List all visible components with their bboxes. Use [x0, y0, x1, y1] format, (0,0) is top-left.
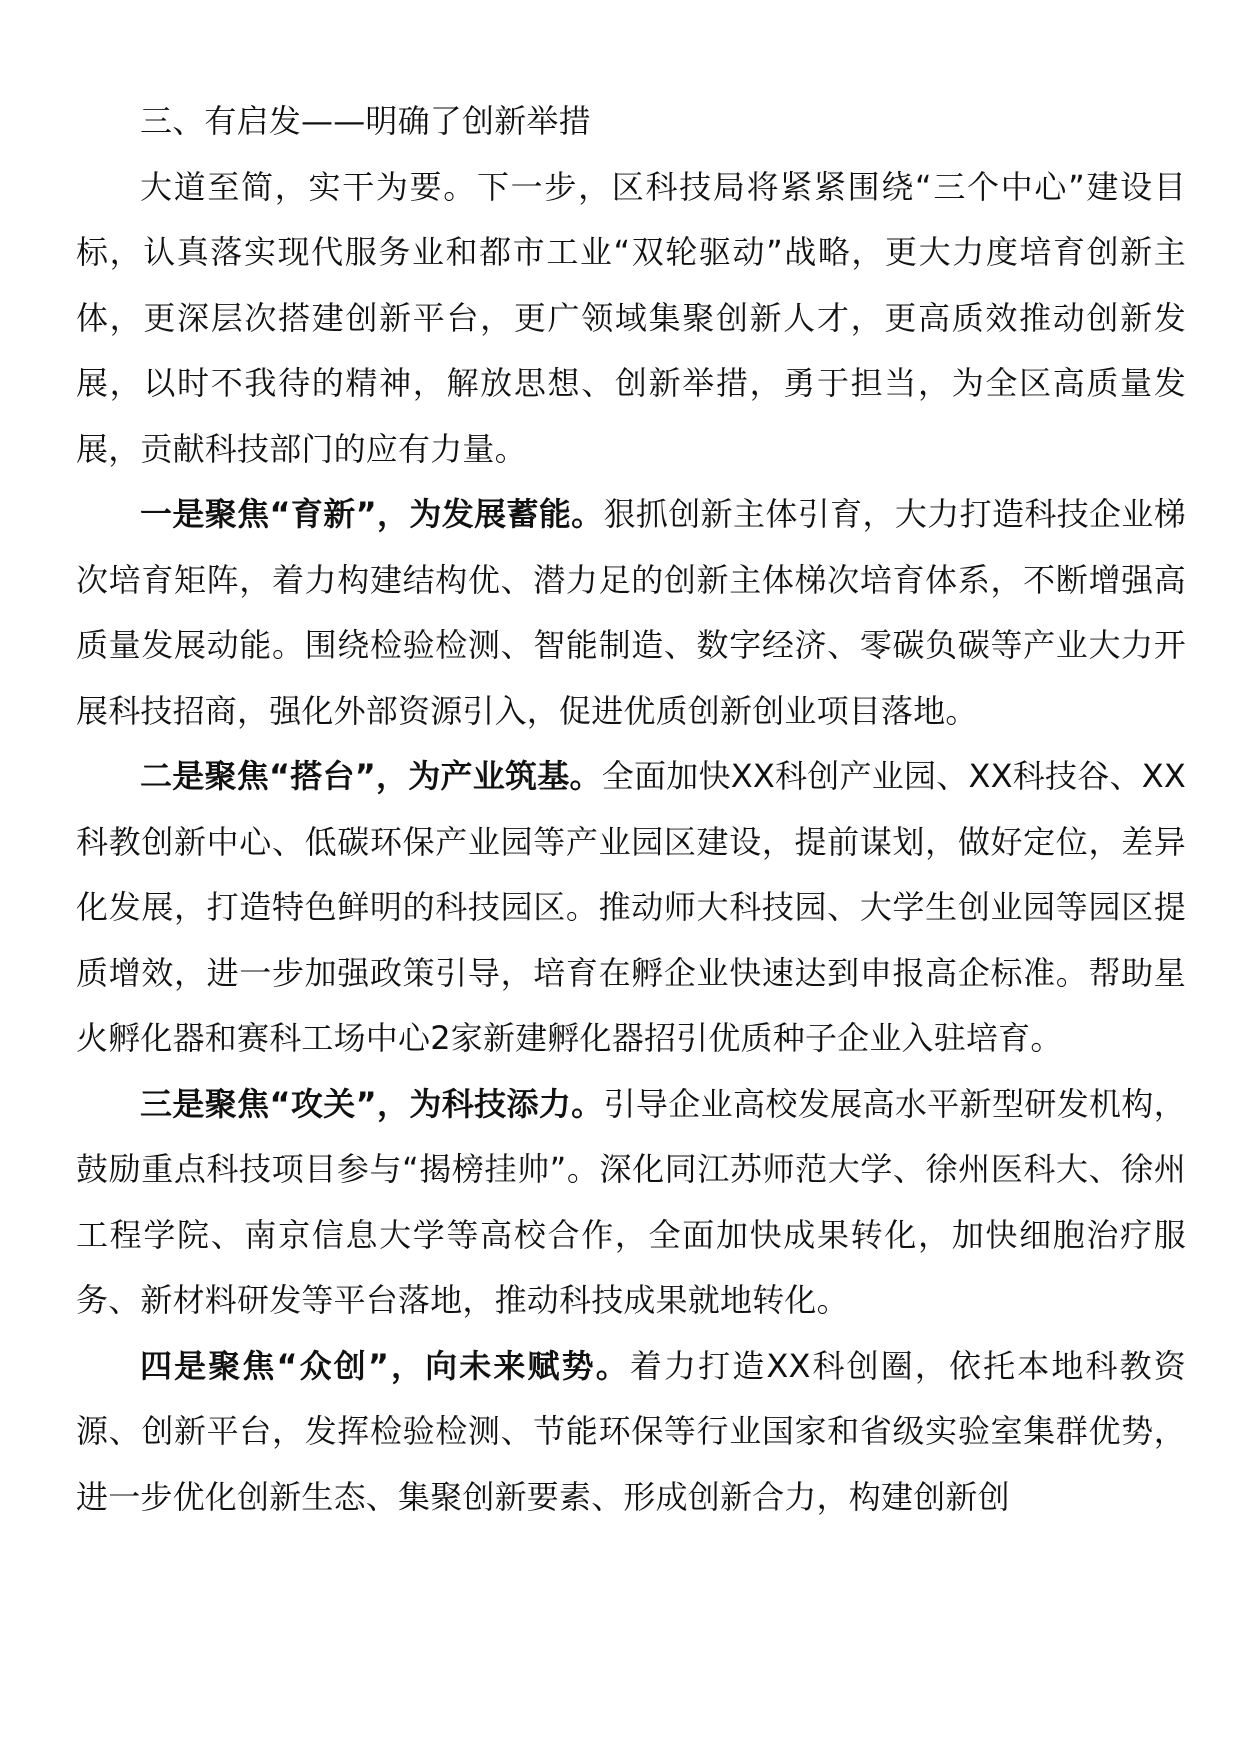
paragraph-body: 引导企业高校发展高水平新型研发机构，鼓励重点科技项目参与“揭榜挂帅”。深化同江苏师范大学、徐州医科大、徐州工程学院、南京信息大学等高校合作，全面加快成果转化，加快细胞治疗服务、新材料研发等平台落地，推动科技成果就地转化。 — [76, 1084, 1186, 1319]
paragraph-yuxin — [76, 482, 1186, 744]
paragraph-lead: 一是聚焦“育新”，为发展蓄能。 — [140, 495, 604, 533]
paragraph-body: 着力打造XX科创圈，依托本地科教资源、创新平台，发挥检验检测、节能环保等行业国家和省级实验室集群优势，进一步优化创新生态、集聚创新要素、形成创新合力，构建创新创 — [76, 1346, 1186, 1516]
paragraph-lead: 四是聚焦“众创”，向未来赋势。 — [140, 1346, 630, 1385]
paragraph-datai — [76, 744, 1186, 1072]
paragraph-gongguan — [76, 1072, 1186, 1334]
document-page — [76, 89, 1186, 1530]
intro-paragraph: 大道至简，实干为要。下一步，区科技局将紧紧围绕“三个中心”建设目标，认真落实现代服务业和都市工业“双轮驱动”战略，更大力度培育创新主体，更深层次搭建创新平台，更广领域集聚创新人才，更高质效推动创新发展，以时不我待的精神，解放思想、创新举措，勇于担当，为全区高质量发展，贡献科技部门的应有力量。 — [76, 167, 1186, 468]
paragraph-lead: 三是聚焦“攻关”，为科技添力。 — [140, 1084, 604, 1123]
paragraph-body: 全面加快XX科创产业园、XX科技谷、XX科教创新中心、低碳环保产业园等产业园区建设，提前谋划，做好定位，差异化发展，打造特色鲜明的科技园区。推动师大科技园、大学生创业园等园区提质增效，进一步加强政策引导，培育在孵企业快速达到申报高企标准。帮助星火孵化器和赛科工场中心2家新建孵化器招引优质种子企业入驻培育。 — [76, 757, 1186, 1057]
paragraph-body: 狠抓创新主体引育，大力打造科技企业梯次培育矩阵，着力构建结构优、潜力足的创新主体梯次培育体系，不断增强高质量发展动能。围绕检验检测、智能制造、数字经济、零碳负碳等产业大力开展科技招商，强化外部资源引入，促进优质创新创业项目落地。 — [76, 495, 1186, 730]
paragraph-zhongchuang — [76, 1334, 1186, 1531]
section-heading: 三、有启发——明确了创新举措 — [140, 102, 591, 140]
paragraph-lead: 二是聚焦“搭台”，为产业筑基。 — [140, 757, 602, 795]
